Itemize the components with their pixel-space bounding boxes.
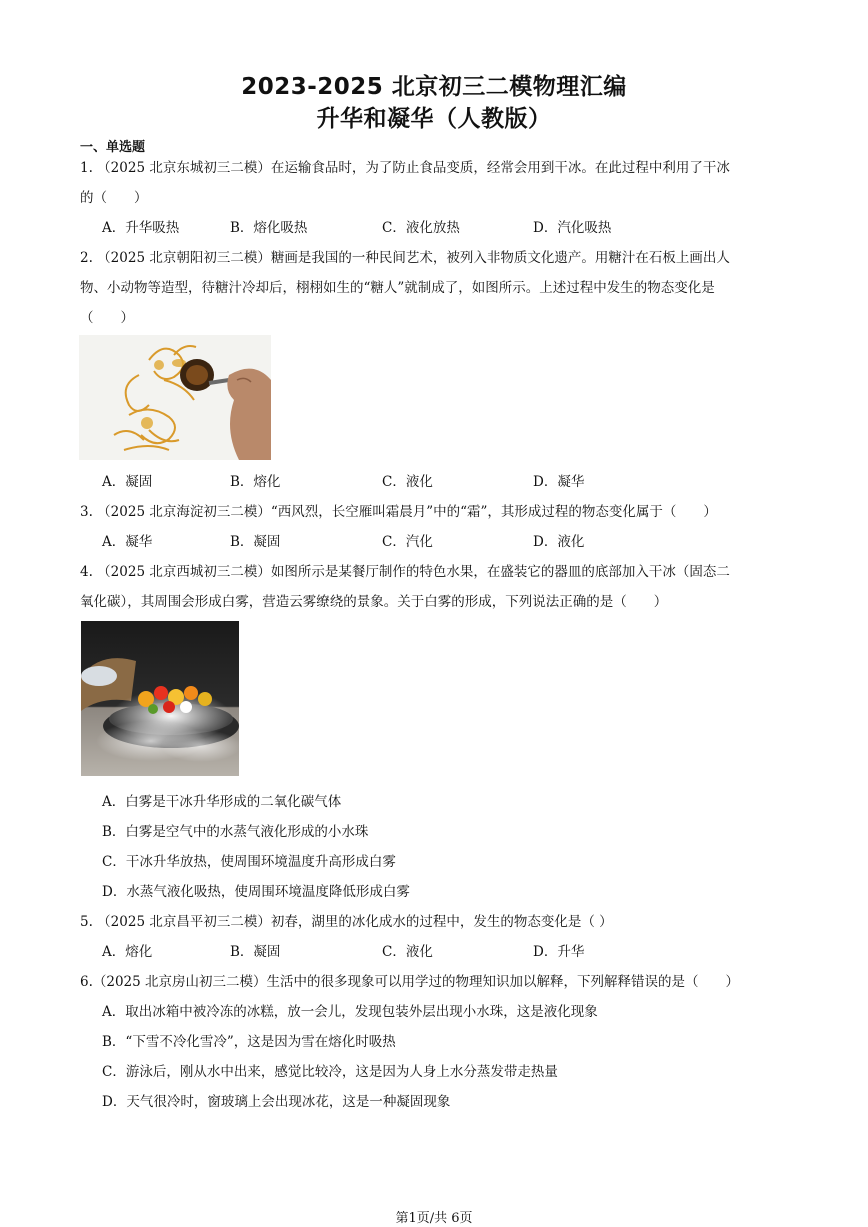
page-footer: 第1页/共 6页	[395, 1211, 473, 1226]
question-3-options	[102, 530, 584, 550]
question-6-option-c: C．游泳后，刚从水中出来，感觉比较冷，这是因为人身上水分蒸发带走热量	[102, 1064, 558, 1080]
option-c: C．液化	[382, 474, 433, 490]
document-title: 2023-2025 北京初三二模物理汇编	[241, 74, 627, 100]
option-b: B．熔化	[230, 474, 281, 490]
question-6-line-1: 6.（2025 北京房山初三二模）生活中的很多现象可以用学过的物理知识加以解释，下列解释错误的是（ ）	[80, 974, 740, 990]
question-2-line-3: （ ）	[80, 310, 134, 326]
question-4-option-a: A．白雾是干冰升华形成的二氧化碳气体	[102, 794, 342, 810]
dry-ice-fruit-photo	[81, 621, 239, 776]
question-6-option-a: A．取出冰箱中被冷冻的冰糕，放一会儿，发现包装外层出现小水珠，这是液化现象	[102, 1004, 598, 1020]
option-c: C．液化	[382, 944, 433, 960]
question-4-option-b: B．白雾是空气中的水蒸气液化形成的小水珠	[102, 824, 369, 840]
question-2-line-2: 物、小动物等造型，待糖汁冷却后，栩栩如生的“糖人”就制成了，如图所示。上述过程中发生的物态变化是	[80, 280, 715, 296]
question-1-line-1: 1. （2025 北京东城初三二模）在运输食品时，为了防止食品变质，经常会用到干冰。在此过程中利用了干冰	[80, 160, 730, 176]
question-4-option-c: C．干冰升华放热，使周围环境温度升高形成白雾	[102, 854, 396, 870]
question-5-options	[102, 940, 584, 960]
option-b: B．熔化吸热	[230, 220, 308, 236]
option-a: A．凝华	[102, 534, 153, 550]
option-c: C．液化放热	[382, 220, 460, 236]
sugar-painting-photo	[79, 335, 271, 460]
option-a: A．升华吸热	[102, 220, 180, 236]
section-heading: 一、单选题	[80, 140, 146, 155]
question-6-option-d: D．天气很冷时，窗玻璃上会出现冰花，这是一种凝固现象	[102, 1094, 451, 1110]
option-b: B．凝固	[230, 944, 281, 960]
question-4-line-1: 4. （2025 北京西城初三二模）如图所示是某餐厅制作的特色水果，在盛装它的器皿的底部加入干冰（固态二	[80, 564, 730, 580]
option-d: D．液化	[533, 534, 585, 550]
option-a: A．熔化	[102, 944, 153, 960]
option-d: D．升华	[533, 944, 585, 960]
question-1-options	[102, 216, 611, 236]
question-4-option-d: D．水蒸气液化吸热，使周围环境温度降低形成白雾	[102, 884, 410, 900]
option-b: B．凝固	[230, 534, 281, 550]
question-5-line-1: 5. （2025 北京昌平初三二模）初春，湖里的冰化成水的过程中，发生的物态变化是（ ）	[80, 914, 613, 930]
question-2-options	[102, 470, 584, 490]
option-c: C．汽化	[382, 534, 433, 550]
question-2-line-1: 2. （2025 北京朝阳初三二模）糖画是我国的一种民间艺术，被列入非物质文化遗产。用糖汁在石板上画出人	[80, 250, 730, 266]
question-3-line-1: 3. （2025 北京海淀初三二模）“西风烈，长空雁叫霜晨月”中的“霜”，其形成过程的物态变化属于（ ）	[80, 504, 717, 520]
option-d: D．汽化吸热	[533, 220, 612, 236]
question-4-line-2: 氧化碳），其周围会形成白雾，营造云雾缭绕的景象。关于白雾的形成，下列说法正确的是（ ）	[80, 594, 668, 610]
document-subtitle: 升华和凝华（人教版）	[316, 106, 552, 132]
question-1-line-2: 的（ ）	[80, 190, 148, 206]
question-6-option-b: B．“下雪不冷化雪冷”，这是因为雪在熔化时吸热	[102, 1034, 396, 1050]
option-a: A．凝固	[102, 474, 153, 490]
option-d: D．凝华	[533, 474, 585, 490]
